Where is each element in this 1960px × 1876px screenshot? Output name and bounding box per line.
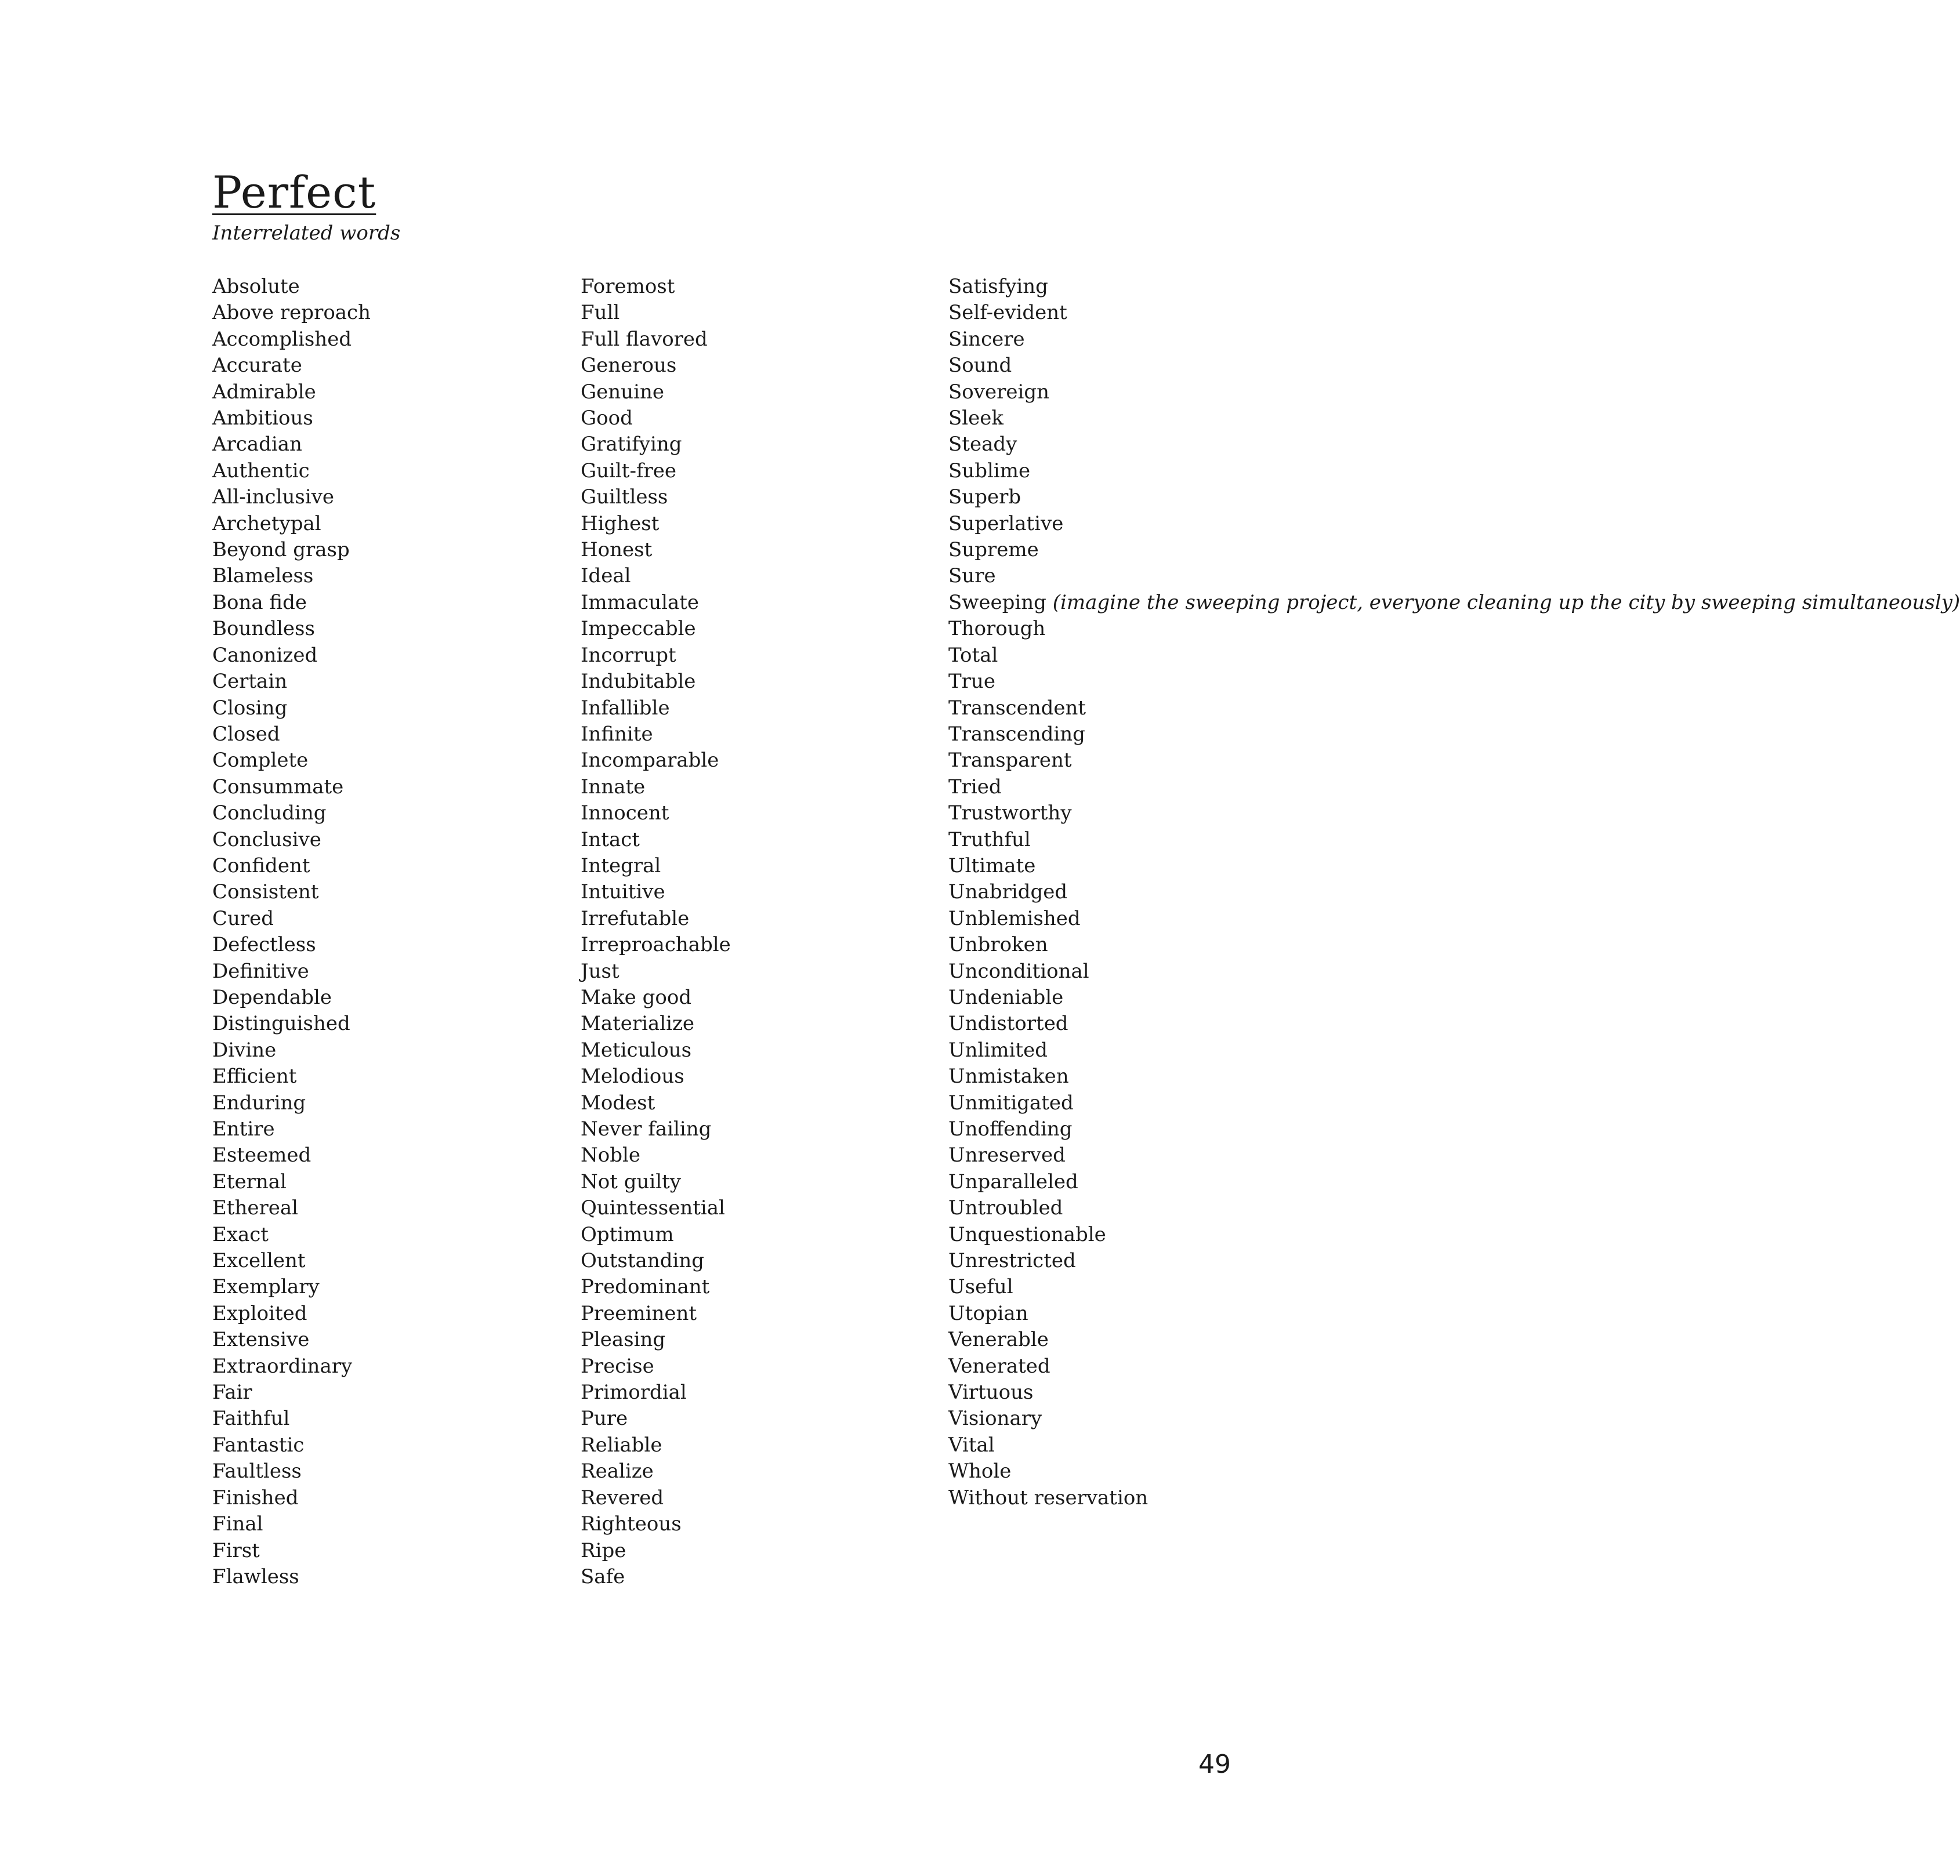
word-item: Sublime xyxy=(948,459,1031,482)
word-item: Full flavored xyxy=(581,327,708,351)
word-item: Divine xyxy=(212,1038,277,1062)
word-item: Flawless xyxy=(212,1565,299,1588)
word-item: Unquestionable xyxy=(948,1222,1106,1246)
word-item: Sovereign xyxy=(948,380,1050,404)
word-item: Virtuous xyxy=(948,1381,1034,1405)
word-item: Irreproachable xyxy=(581,933,731,957)
word-item: Enduring xyxy=(212,1091,306,1115)
word-item: Immaculate xyxy=(581,590,700,614)
word-item: Sure xyxy=(948,564,996,588)
word-item: Whole xyxy=(948,1460,1012,1483)
word-item: Noble xyxy=(581,1144,640,1167)
word-item: Closed xyxy=(212,722,280,746)
word-item: Beyond grasp xyxy=(212,538,350,562)
word-item: Safe xyxy=(581,1565,625,1588)
word-item: Make good xyxy=(581,985,692,1009)
word-item: Guiltless xyxy=(581,485,668,509)
word-item: Transcendent xyxy=(948,696,1086,720)
word-item: True xyxy=(948,670,995,694)
page-subtitle: Interrelated words xyxy=(212,222,401,245)
word-item: Boundless xyxy=(212,617,315,641)
word-item: Blameless xyxy=(212,564,314,588)
word-item: Meticulous xyxy=(581,1038,692,1062)
word-item: Complete xyxy=(212,749,309,772)
word-item-with-note xyxy=(948,590,1960,616)
word-item: Accomplished xyxy=(212,327,352,351)
page-number: 49 xyxy=(1198,1750,1231,1779)
word-item: Primordial xyxy=(581,1381,687,1405)
word-item: Ideal xyxy=(581,564,631,588)
word-item: Visionary xyxy=(948,1407,1042,1431)
word-item: Intact xyxy=(581,828,640,851)
word-item: Transparent xyxy=(948,749,1072,772)
word-item: Righteous xyxy=(581,1512,682,1536)
word-item: Consummate xyxy=(212,775,344,799)
word-item: Venerated xyxy=(948,1354,1050,1378)
word-item: Sincere xyxy=(948,327,1025,351)
word-item: Guilt-free xyxy=(581,459,677,482)
word-item: Fair xyxy=(212,1381,252,1405)
word-item: Untroubled xyxy=(948,1196,1063,1220)
word-item: Generous xyxy=(581,354,677,378)
word-item: Definitive xyxy=(212,959,309,983)
word-item: Foremost xyxy=(581,275,675,298)
word-item: All-inclusive xyxy=(212,485,335,509)
word-item: Sleek xyxy=(948,407,1004,430)
word-item: Ethereal xyxy=(212,1196,299,1220)
word-column-3 xyxy=(948,274,1960,1511)
word-item: Unabridged xyxy=(948,880,1068,904)
word-item: Cured xyxy=(212,906,274,930)
word-item: Gratifying xyxy=(581,433,682,456)
word-item: Extraordinary xyxy=(212,1354,353,1378)
word-item: Exact xyxy=(212,1222,269,1246)
word-item: Unlimited xyxy=(948,1038,1048,1062)
word-item: Undeniable xyxy=(948,985,1064,1009)
word-item: Entire xyxy=(212,1117,275,1141)
word-item: Modest xyxy=(581,1091,655,1115)
word-item: Efficient xyxy=(212,1065,297,1088)
word-item: Melodious xyxy=(581,1065,684,1088)
word-item: Vital xyxy=(948,1433,995,1457)
word-item-label: Sweeping xyxy=(948,590,1046,614)
word-item: First xyxy=(212,1538,260,1562)
word-item: Admirable xyxy=(212,380,316,404)
word-item: Unoffending xyxy=(948,1117,1073,1141)
word-item: Innocent xyxy=(581,801,669,825)
word-item: Distinguished xyxy=(212,1012,350,1036)
word-item: Above reproach xyxy=(212,301,371,325)
word-column-1 xyxy=(212,274,560,1590)
word-item: Tried xyxy=(948,775,1002,799)
word-item: Certain xyxy=(212,670,288,694)
word-item: Concluding xyxy=(212,801,327,825)
word-item: Intuitive xyxy=(581,880,665,904)
word-item: Canonized xyxy=(212,643,318,667)
word-item: Archetypal xyxy=(212,511,321,535)
word-item: Unmitigated xyxy=(948,1091,1074,1115)
word-item: Without reservation xyxy=(948,1486,1149,1509)
word-item: Superlative xyxy=(948,511,1064,535)
word-item: Quintessential xyxy=(581,1196,725,1220)
word-item: Honest xyxy=(581,538,653,562)
word-item: Exploited xyxy=(212,1301,307,1325)
word-item: Incomparable xyxy=(581,749,719,772)
word-item: Materialize xyxy=(581,1012,695,1036)
word-item: Not guilty xyxy=(581,1170,681,1193)
word-column-2 xyxy=(581,274,929,1590)
word-item: Dependable xyxy=(212,985,332,1009)
word-item: Consistent xyxy=(212,880,319,904)
word-item: Arcadian xyxy=(212,433,302,456)
word-item: Finished xyxy=(212,1486,299,1509)
word-item: Genuine xyxy=(581,380,664,404)
word-item: Closing xyxy=(212,696,288,720)
word-item: Full xyxy=(581,301,620,325)
word-item: Undistorted xyxy=(948,1012,1068,1036)
word-item: Self-evident xyxy=(948,301,1067,325)
word-item: Faultless xyxy=(212,1460,302,1483)
word-item: Truthful xyxy=(948,828,1031,851)
word-item: Unconditional xyxy=(948,959,1089,983)
word-item: Thorough xyxy=(948,617,1046,641)
word-item: Infallible xyxy=(581,696,670,720)
word-item: Innate xyxy=(581,775,646,799)
word-item: Bona fide xyxy=(212,590,307,614)
word-item: Indubitable xyxy=(581,670,696,694)
word-item: Pure xyxy=(581,1407,628,1431)
word-item: Accurate xyxy=(212,354,302,378)
word-item: Esteemed xyxy=(212,1144,311,1167)
word-item: Predominant xyxy=(581,1275,710,1299)
word-item: Absolute xyxy=(212,275,300,298)
word-item: Defectless xyxy=(212,933,316,957)
word-item: Transcending xyxy=(948,722,1085,746)
word-item: Ambitious xyxy=(212,407,313,430)
word-item: Extensive xyxy=(212,1328,310,1352)
word-item: Faithful xyxy=(212,1407,290,1431)
word-item: Unreserved xyxy=(948,1144,1066,1167)
word-item: Unblemished xyxy=(948,906,1081,930)
page-title: Perfect xyxy=(212,166,376,218)
word-item: Steady xyxy=(948,433,1017,456)
word-item: Optimum xyxy=(581,1222,674,1246)
word-item: Unrestricted xyxy=(948,1249,1076,1273)
word-item: Incorrupt xyxy=(581,643,676,667)
word-item: Unbroken xyxy=(948,933,1048,957)
word-item: Total xyxy=(948,643,998,667)
word-item: Authentic xyxy=(212,459,310,482)
word-item: Supreme xyxy=(948,538,1039,562)
word-item: Useful xyxy=(948,1275,1013,1299)
word-item: Superb xyxy=(948,485,1021,509)
word-item: Pleasing xyxy=(581,1328,666,1352)
word-item: Exemplary xyxy=(212,1275,320,1299)
word-item: Revered xyxy=(581,1486,664,1509)
word-item: Reliable xyxy=(581,1433,662,1457)
word-item: Highest xyxy=(581,511,660,535)
word-item: Just xyxy=(581,959,619,983)
word-item: Preeminent xyxy=(581,1301,697,1325)
word-item: Never failing xyxy=(581,1117,712,1141)
word-item: Impeccable xyxy=(581,617,696,641)
word-item: Integral xyxy=(581,854,661,877)
word-item: Venerable xyxy=(948,1328,1049,1352)
word-item: Unmistaken xyxy=(948,1065,1069,1088)
word-item: Realize xyxy=(581,1460,654,1483)
word-item: Outstanding xyxy=(581,1249,705,1273)
word-item: Good xyxy=(581,407,633,430)
word-item: Confident xyxy=(212,854,310,877)
word-item: Precise xyxy=(581,1354,654,1378)
word-item: Final xyxy=(212,1512,263,1536)
word-item: Excellent xyxy=(212,1249,306,1273)
word-item: Fantastic xyxy=(212,1433,305,1457)
word-item: Conclusive xyxy=(212,828,321,851)
word-item-note: (imagine the sweeping project, everyone cleaning up the city by sweeping simultaneously) xyxy=(1052,590,1960,614)
word-item: Unparalleled xyxy=(948,1170,1078,1193)
word-item: Eternal xyxy=(212,1170,287,1193)
word-item: Irrefutable xyxy=(581,906,690,930)
word-item: Ultimate xyxy=(948,854,1036,877)
word-item: Trustworthy xyxy=(948,801,1072,825)
word-item: Utopian xyxy=(948,1301,1028,1325)
word-item: Ripe xyxy=(581,1538,626,1562)
word-item: Satisfying xyxy=(948,275,1048,298)
word-item: Infinite xyxy=(581,722,653,746)
word-item: Sound xyxy=(948,354,1012,378)
